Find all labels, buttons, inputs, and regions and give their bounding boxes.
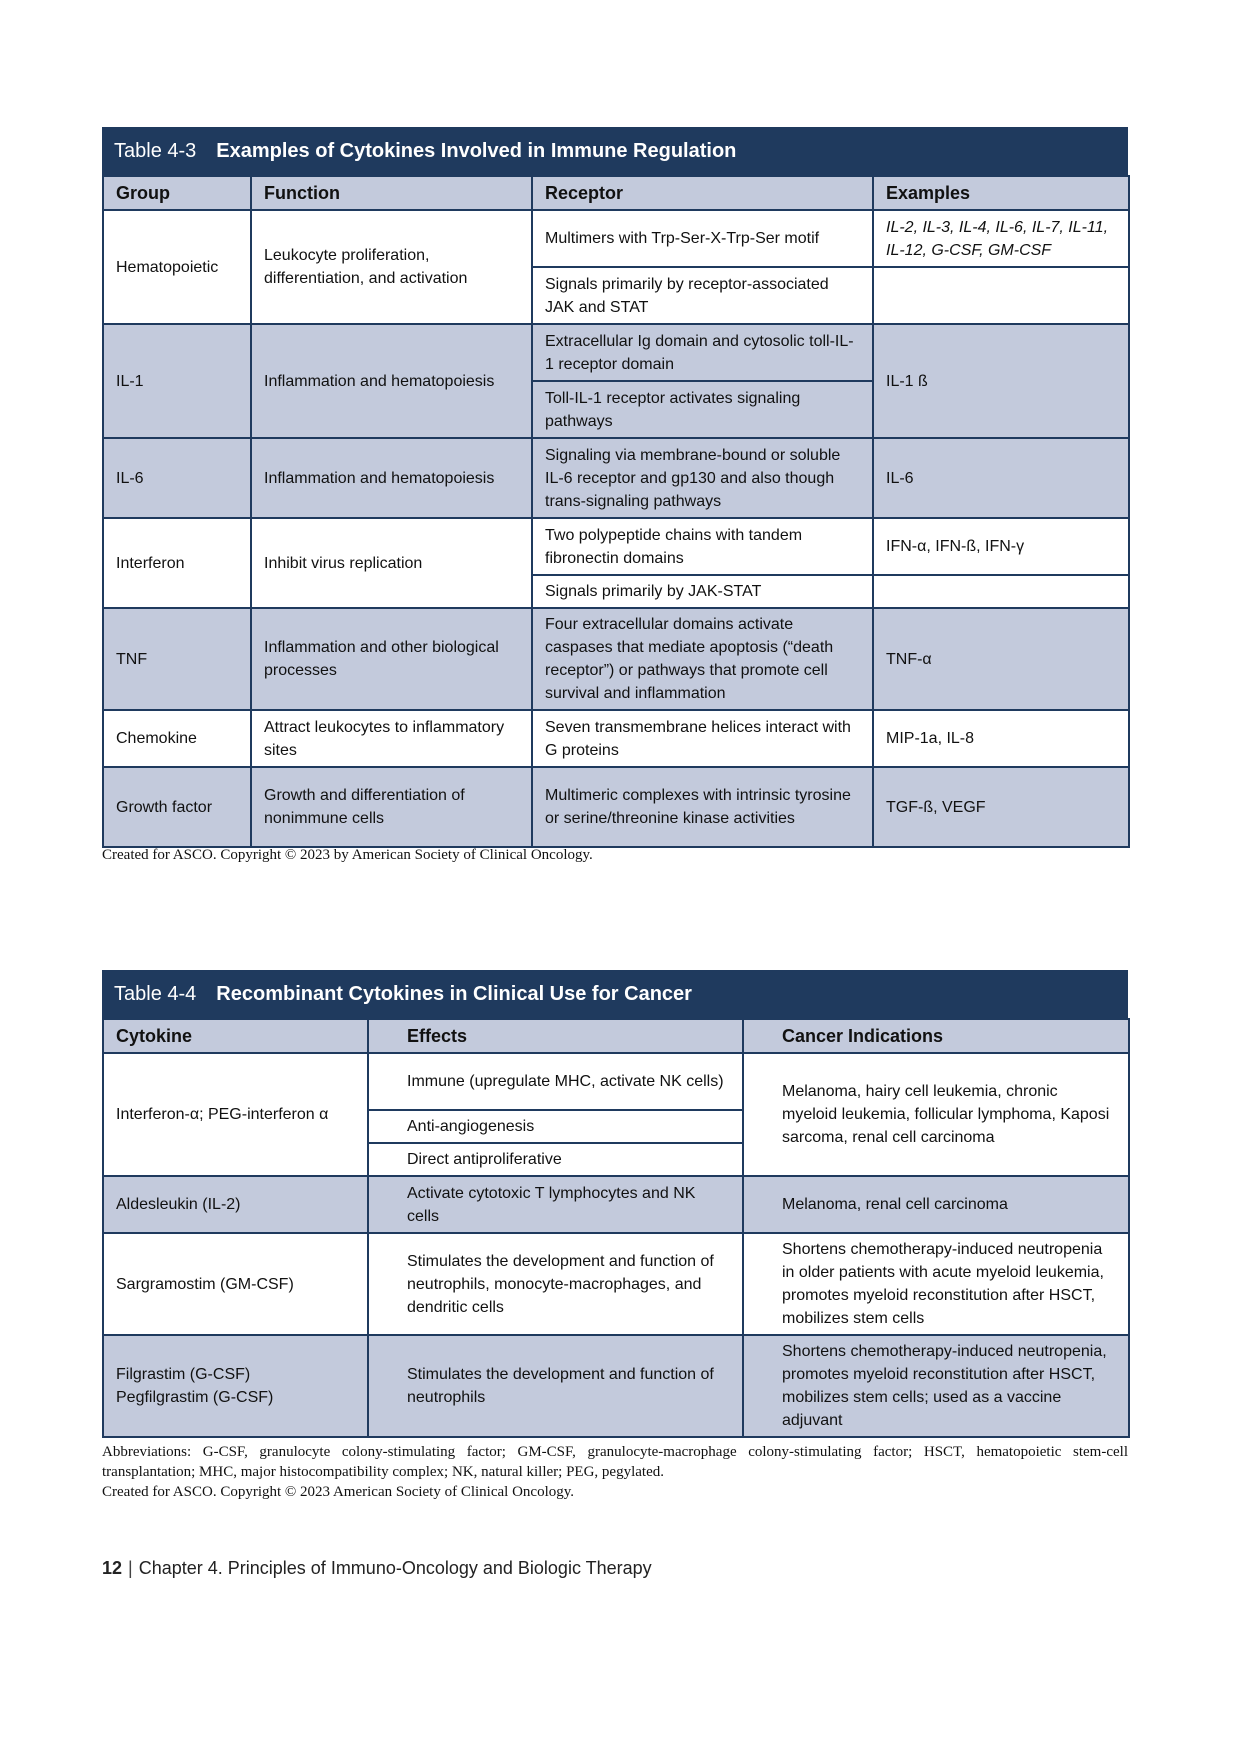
function-cell: Inflammation and hematopoiesis — [251, 438, 532, 518]
receptor-cell: Signaling via membrane-bound or soluble IL-6 receptor and gp130 and also though trans-signaling pathways — [532, 438, 873, 518]
cytokine-cell: Interferon-α; PEG-interferon α — [103, 1053, 368, 1176]
table-4-3 — [102, 127, 1128, 848]
footer-separator: | — [128, 1558, 133, 1578]
table-row — [103, 767, 1129, 847]
receptor-cell: Signals primarily by receptor-associated JAK and STAT — [532, 267, 873, 324]
effects-cell: Stimulates the development and function of neutrophils — [368, 1335, 743, 1437]
cytokine-name: Pegfilgrastim (G-CSF) — [116, 1389, 274, 1406]
header-row — [103, 176, 1129, 210]
page-footer — [102, 1558, 652, 1579]
indications-cell: Shortens chemotherapy-induced neutropenia in older patients with acute myeloid leukemia, promotes myeloid reconstitution after HSCT, mobilizes stem cells — [743, 1233, 1129, 1335]
receptor-cell: Four extracellular domains activate caspases that mediate apoptosis (“death receptor”) or pathways that promote cell survival and inflammation — [532, 608, 873, 710]
cytokine-cell — [103, 1335, 368, 1437]
indications-cell: Melanoma, hairy cell leukemia, chronic myeloid leukemia, follicular lymphoma, Kaposi sarcoma, renal cell carcinoma — [743, 1053, 1129, 1176]
table-row — [103, 1335, 1129, 1437]
table-4-4-grid — [102, 1018, 1130, 1438]
header-row — [103, 1019, 1129, 1053]
table-number: Table 4-4 — [114, 982, 197, 1005]
table-4-4-title-bar — [102, 970, 1128, 1018]
receptor-cell: Toll-IL-1 receptor activates signaling pathways — [532, 381, 873, 438]
function-cell: Growth and differentiation of nonimmune cells — [251, 767, 532, 847]
receptor-cell: Two polypeptide chains with tandem fibronectin domains — [532, 518, 873, 575]
table-4-3-title-bar — [102, 127, 1128, 175]
table-row — [103, 438, 1129, 518]
receptor-cell: Signals primarily by JAK-STAT — [532, 575, 873, 608]
table-row — [103, 324, 1129, 381]
function-cell: Attract leukocytes to inflammatory sites — [251, 710, 532, 767]
indications-cell: Shortens chemotherapy-induced neutropenia, promotes myeloid reconstitution after HSCT, mobilizes stem cells; used as a vaccine adjuvant — [743, 1335, 1129, 1437]
group-cell: Growth factor — [103, 767, 251, 847]
receptor-cell: Multimers with Trp-Ser-X-Trp-Ser motif — [532, 210, 873, 267]
examples-cell — [873, 575, 1129, 608]
examples-cell: IL-1 ß — [873, 324, 1129, 438]
table-row — [103, 1053, 1129, 1110]
column-header: Group — [103, 176, 251, 210]
effects-cell: Activate cytotoxic T lymphocytes and NK cells — [368, 1176, 743, 1233]
group-cell: Interferon — [103, 518, 251, 608]
receptor-cell: Seven transmembrane helices interact with G proteins — [532, 710, 873, 767]
table-4-4-notes — [102, 1442, 1128, 1502]
effects-cell: Stimulates the development and function of neutrophils, monocyte-macrophages, and dendritic cells — [368, 1233, 743, 1335]
table-4-3-caption: Created for ASCO. Copyright © 2023 by American Society of Clinical Oncology. — [102, 847, 593, 863]
receptor-cell: Multimeric complexes with intrinsic tyrosine or serine/threonine kinase activities — [532, 767, 873, 847]
function-cell: Inflammation and hematopoiesis — [251, 324, 532, 438]
table-row — [103, 608, 1129, 710]
cytokine-cell: Sargramostim (GM-CSF) — [103, 1233, 368, 1335]
effects-cell: Immune (upregulate MHC, activate NK cells) — [368, 1053, 743, 1110]
function-cell: Leukocyte proliferation, differentiation, and activation — [251, 210, 532, 324]
examples-cell: IL-6 — [873, 438, 1129, 518]
function-cell: Inflammation and other biological processes — [251, 608, 532, 710]
column-header: Examples — [873, 176, 1129, 210]
group-cell: IL-6 — [103, 438, 251, 518]
indications-cell: Melanoma, renal cell carcinoma — [743, 1176, 1129, 1233]
chapter-title: Chapter 4. Principles of Immuno-Oncology and Biologic Therapy — [138, 1558, 652, 1578]
table-row — [103, 1233, 1129, 1335]
examples-cell: IL-2, IL-3, IL-4, IL-6, IL-7, IL-11, IL-12, G-CSF, GM-CSF — [873, 210, 1129, 267]
examples-cell — [873, 267, 1129, 324]
examples-cell: TNF-α — [873, 608, 1129, 710]
table-row — [103, 210, 1129, 267]
column-header: Effects — [368, 1019, 743, 1053]
receptor-cell: Extracellular Ig domain and cytosolic toll-IL-1 receptor domain — [532, 324, 873, 381]
table-4-4 — [102, 970, 1128, 1438]
cytokine-name: Filgrastim (G-CSF) — [116, 1366, 251, 1383]
group-cell: Hematopoietic — [103, 210, 251, 324]
table-row — [103, 518, 1129, 575]
examples-cell: MIP-1a, IL-8 — [873, 710, 1129, 767]
effects-cell: Anti-angiogenesis — [368, 1110, 743, 1143]
abbreviations: Abbreviations: G-CSF, granulocyte colony-stimulating factor; GM-CSF, granulocyte-macrophage colony-stimulating factor; HSCT, hematopoietic stem-cell transplantation; MHC, major histocompatibility complex; NK, natural killer; PEG, pegylated. — [102, 1444, 1128, 1480]
table-row — [103, 1176, 1129, 1233]
function-cell: Inhibit virus replication — [251, 518, 532, 608]
group-cell: Chemokine — [103, 710, 251, 767]
table-title: Examples of Cytokines Involved in Immune Regulation — [216, 139, 737, 162]
table-4-3-grid — [102, 175, 1130, 848]
column-header: Cancer Indications — [743, 1019, 1129, 1053]
table-number: Table 4-3 — [114, 139, 197, 162]
effects-cell: Direct antiproliferative — [368, 1143, 743, 1176]
table-title: Recombinant Cytokines in Clinical Use for Cancer — [216, 982, 692, 1005]
group-cell: IL-1 — [103, 324, 251, 438]
table-row — [103, 710, 1129, 767]
examples-cell: IFN-α, IFN-ß, IFN-γ — [873, 518, 1129, 575]
page-number: 12 — [102, 1558, 123, 1578]
cytokine-cell: Aldesleukin (IL-2) — [103, 1176, 368, 1233]
column-header: Cytokine — [103, 1019, 368, 1053]
examples-cell: TGF-ß, VEGF — [873, 767, 1129, 847]
column-header: Receptor — [532, 176, 873, 210]
group-cell: TNF — [103, 608, 251, 710]
column-header: Function — [251, 176, 532, 210]
table-4-4-caption: Created for ASCO. Copyright © 2023 American Society of Clinical Oncology. — [102, 1484, 575, 1500]
